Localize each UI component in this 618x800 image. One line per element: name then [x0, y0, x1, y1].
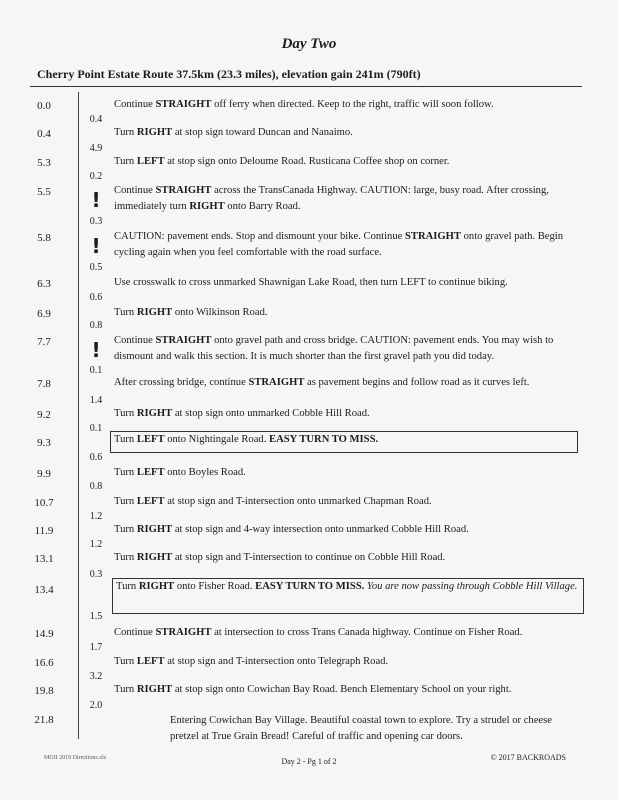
instruction-text: After crossing bridge, continue	[114, 377, 249, 388]
cumulative-distance: 5.8	[37, 232, 51, 244]
header-rule	[30, 86, 582, 87]
instruction-emphasis: RIGHT	[136, 307, 173, 318]
instruction-note: You are now passing through Cobble Hill Village.	[366, 581, 578, 592]
final-instruction: Entering Cowichan Bay Village. Beautiful coastal town to explore. Try a strudel or cheese pretzel at True Grain Bread! Careful of traffic and opening car doors.	[170, 715, 552, 742]
footer-file-name: MGII 2019 Directions.xls	[44, 755, 107, 761]
segment-distance: 0.1	[89, 423, 103, 434]
direction-instruction	[114, 465, 584, 481]
cumulative-distance: 7.8	[37, 378, 51, 390]
instruction-text: Turn	[114, 524, 137, 535]
segment-distance: 0.2	[89, 171, 103, 182]
instruction-text: Continue	[114, 185, 156, 196]
instruction-emphasis: LEFT	[136, 467, 165, 478]
direction-instruction	[114, 183, 576, 215]
footer-page-number: Day 2 - Pg 1 of 2	[281, 757, 337, 766]
instruction-text: Turn	[114, 127, 137, 138]
instruction-emphasis: STRAIGHT	[155, 335, 212, 346]
direction-instruction	[114, 275, 584, 291]
instruction-text: onto Nightingale Road.	[164, 434, 269, 445]
instruction-text: Continue	[114, 335, 156, 346]
instruction-text: at stop sign onto unmarked Cobble Hill Road.	[172, 408, 370, 419]
instruction-text: as pavement begins and follow road as it curves left.	[304, 377, 530, 388]
cumulative-distance: 11.9	[34, 525, 54, 537]
instruction-text: Use crosswalk to cross unmarked Shawnigan Lake Road, then turn LEFT to continue biking.	[114, 277, 508, 288]
segment-distance: 0.6	[89, 292, 103, 303]
instruction-emphasis: STRAIGHT	[155, 627, 212, 638]
cumulative-distance: 19.8	[34, 685, 54, 697]
segment-distance: 3.2	[89, 671, 103, 682]
cumulative-distance: 7.7	[37, 336, 51, 348]
instruction-emphasis: EASY TURN TO MISS.	[269, 434, 379, 445]
cumulative-distance: 9.9	[37, 468, 51, 480]
cumulative-distance: 9.3	[37, 437, 51, 449]
direction-instruction	[114, 550, 584, 566]
segment-distance: 1.5	[89, 611, 103, 622]
instruction-text: at stop sign and T-intersection onto unmarked Chapman Road.	[164, 496, 432, 507]
cumulative-distance: 13.1	[34, 553, 54, 565]
instruction-emphasis: RIGHT	[136, 127, 173, 138]
direction-instruction	[116, 579, 578, 595]
segment-distance: 1.7	[89, 642, 103, 653]
instruction-text: onto gravel path. Begin cycling again when you feel comfortable with the road surface.	[114, 231, 564, 258]
instruction-text: Turn	[114, 656, 137, 667]
instruction-emphasis: LEFT	[136, 434, 165, 445]
instruction-text: onto Boyles Road.	[164, 467, 246, 478]
instruction-text: Turn	[114, 552, 137, 563]
instruction-text: Continue	[114, 99, 156, 110]
instruction-text: off ferry when directed. Keep to the right, traffic will soon follow.	[211, 99, 494, 110]
instruction-emphasis: STRAIGHT	[405, 231, 461, 242]
instruction-text: across the TransCanada Highway. CAUTION: large, busy road. After crossing, immediately turn	[114, 185, 549, 212]
instruction-text: at stop sign and T-intersection onto Telegraph Road.	[164, 656, 389, 667]
instruction-text: at intersection to cross Trans Canada highway. Continue on Fisher Road.	[211, 627, 523, 638]
direction-instruction	[114, 125, 584, 141]
cumulative-distance: 6.3	[37, 278, 51, 290]
cumulative-distance: 14.9	[34, 628, 54, 640]
segment-distance: 0.8	[89, 481, 103, 492]
direction-instruction	[114, 406, 584, 422]
footer-copyright: © 2017 BACKROADS	[490, 753, 566, 762]
instruction-text: Turn	[114, 467, 137, 478]
instruction-text: Turn	[114, 156, 137, 167]
direction-instruction	[114, 333, 584, 365]
instruction-text: onto gravel path and cross bridge. CAUTION: pavement ends. You may wish to dismount and walk this section. It is much shorter than the first gravel path you did today.	[114, 335, 554, 362]
instruction-text: Turn	[114, 408, 137, 419]
direction-instruction	[114, 522, 584, 538]
cumulative-distance: 0.0	[37, 100, 51, 112]
instruction-text: at stop sign toward Duncan and Nanaimo.	[172, 127, 353, 138]
instruction-text: Turn	[114, 684, 137, 695]
warning-icon: !	[91, 234, 101, 258]
warning-icon: !	[91, 188, 101, 212]
instruction-emphasis: RIGHT	[138, 581, 175, 592]
segment-distance: 0.4	[89, 114, 103, 125]
segment-distance: 0.3	[89, 216, 103, 227]
segment-distance: 2.0	[89, 700, 103, 711]
instruction-text: at stop sign and 4-way intersection onto unmarked Cobble Hill Road.	[172, 524, 469, 535]
cumulative-distance: 6.9	[37, 308, 51, 320]
instruction-emphasis: STRAIGHT	[155, 185, 212, 196]
instruction-emphasis: EASY TURN TO MISS.	[255, 581, 365, 592]
instruction-emphasis: LEFT	[136, 496, 165, 507]
cumulative-distance: 5.3	[37, 157, 51, 169]
cumulative-distance: 16.6	[34, 657, 54, 669]
instruction-text: onto Barry Road.	[224, 201, 301, 212]
segment-distance: 0.8	[89, 320, 103, 331]
segment-distance: 0.3	[89, 569, 103, 580]
instruction-emphasis: RIGHT	[136, 552, 173, 563]
instruction-text: at stop sign onto Cowichan Bay Road. Bench Elementary School on your right.	[172, 684, 512, 695]
instruction-text: Turn	[116, 581, 139, 592]
direction-instruction	[114, 97, 584, 113]
cumulative-distance: 5.5	[37, 186, 51, 198]
instruction-text: onto Fisher Road.	[174, 581, 256, 592]
instruction-emphasis: RIGHT	[136, 408, 173, 419]
direction-instruction	[114, 494, 584, 510]
segment-distance: 0.6	[89, 452, 103, 463]
direction-instruction	[114, 682, 584, 698]
page-title: Day Two	[281, 36, 337, 52]
instruction-emphasis: RIGHT	[189, 201, 225, 212]
instruction-text: Continue	[114, 627, 156, 638]
direction-instruction	[114, 432, 572, 448]
instruction-text: CAUTION: pavement ends. Stop and dismount your bike. Continue	[114, 231, 406, 242]
instruction-emphasis: STRAIGHT	[155, 99, 212, 110]
direction-instruction	[114, 375, 584, 391]
segment-distance: 0.5	[89, 262, 103, 273]
instruction-emphasis: RIGHT	[136, 684, 173, 695]
instruction-emphasis: LEFT	[136, 156, 165, 167]
segment-distance: 4.9	[89, 143, 103, 154]
route-subtitle: Cherry Point Estate Route 37.5km (23.3 miles), elevation gain 241m (790ft)	[37, 67, 421, 81]
direction-instruction	[114, 229, 584, 261]
total-distance: 21.8	[34, 714, 54, 726]
segment-distance: 1.2	[89, 539, 103, 550]
instruction-emphasis: STRAIGHT	[248, 377, 305, 388]
cumulative-distance: 10.7	[34, 497, 54, 509]
instruction-text: onto Wilkinson Road.	[172, 307, 268, 318]
cumulative-distance: 0.4	[37, 128, 51, 140]
direction-instruction	[114, 154, 584, 170]
segment-distance: 0.1	[89, 365, 103, 376]
segment-distance: 1.2	[89, 511, 103, 522]
cumulative-distance: 13.4	[34, 584, 54, 596]
instruction-text: Turn	[114, 307, 137, 318]
segment-divider-line	[78, 92, 79, 739]
direction-instruction	[114, 625, 584, 641]
cumulative-distance: 9.2	[37, 409, 51, 421]
direction-instruction	[114, 654, 584, 670]
instruction-text: Turn	[114, 434, 137, 445]
instruction-emphasis: LEFT	[136, 656, 165, 667]
segment-distance: 1.4	[89, 395, 103, 406]
instruction-text: at stop sign and T-intersection to continue on Cobble Hill Road.	[172, 552, 446, 563]
instruction-text: at stop sign onto Deloume Road. Rusticana Coffee shop on corner.	[164, 156, 450, 167]
instruction-emphasis: RIGHT	[136, 524, 173, 535]
instruction-text: Turn	[114, 496, 137, 507]
warning-icon: !	[91, 338, 101, 362]
direction-instruction	[114, 305, 584, 321]
